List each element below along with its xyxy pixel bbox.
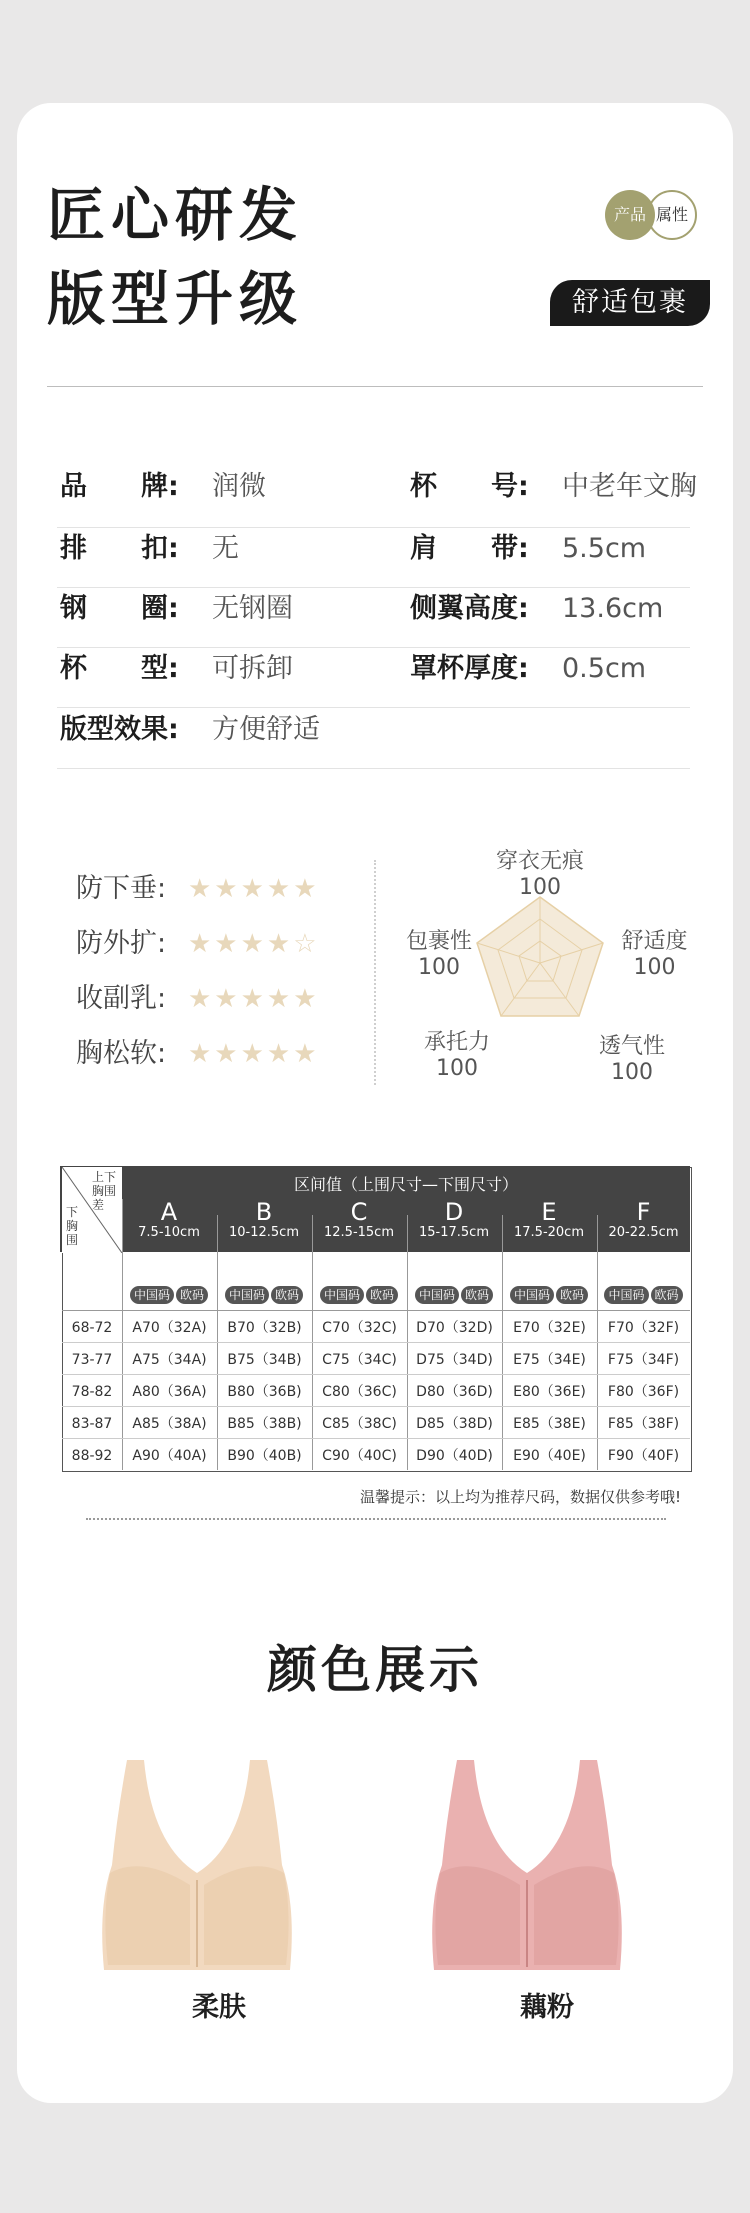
size-cell: C75（34C) <box>322 1352 397 1368</box>
product-attribute-badge <box>605 190 705 240</box>
code-pair <box>407 1286 501 1304</box>
size-cell: A70（32A) <box>132 1320 207 1336</box>
table-row <box>62 1410 690 1438</box>
size-cell: E85（38E) <box>513 1416 586 1432</box>
cup-letter: B <box>255 1198 273 1226</box>
size-cell: F70（32F) <box>607 1320 680 1336</box>
radar-axis-value: 100 <box>611 1060 653 1085</box>
code-cn-pill: 中国码 <box>604 1286 648 1304</box>
spec-value: 润微 <box>212 471 266 502</box>
size-cell: B75（34B) <box>227 1352 302 1368</box>
cup-letter: D <box>444 1198 464 1226</box>
code-eu-pill: 欧码 <box>176 1286 208 1304</box>
band-cell: 83-87 <box>71 1416 113 1432</box>
bra-cup-right <box>204 1866 289 1965</box>
cup-range: 20-22.5cm <box>608 1225 679 1240</box>
section-divider <box>374 860 376 1085</box>
cup-letter: F <box>636 1198 651 1226</box>
spec-value: 5.5cm <box>562 533 647 564</box>
size-cell: B85（38B) <box>227 1416 302 1432</box>
colors-title: 颜色展示 <box>267 1641 483 1699</box>
spec-key: 钢 圈: <box>60 593 179 624</box>
radar-label-right <box>607 929 702 981</box>
size-cell: D90（40D) <box>416 1448 493 1464</box>
radar-axis-name: 舒适度 <box>621 929 688 954</box>
range-title: 区间值（上围尺寸—下围尺寸） <box>293 1175 518 1194</box>
band-cell: 78-82 <box>71 1384 113 1400</box>
product-image-pink <box>412 1755 642 1987</box>
bra-cup-left <box>105 1866 190 1965</box>
spec-key: 侧翼高度: <box>410 593 529 624</box>
rating-label: 收副乳: <box>76 983 167 1014</box>
size-cell: A80（36A) <box>132 1384 207 1400</box>
product-image-nude <box>82 1755 312 1987</box>
spec-key: 杯 号: <box>410 471 529 502</box>
radar-axis-value: 100 <box>519 875 561 900</box>
band-cell: 88-92 <box>71 1448 113 1464</box>
radar-label-top <box>490 849 590 901</box>
code-pair <box>122 1286 216 1304</box>
grid-line <box>62 1374 690 1375</box>
badge-product: 产品 <box>605 190 655 240</box>
spec-value: 无 <box>212 533 239 564</box>
spec-value: 无钢圈 <box>212 593 293 624</box>
cup-B <box>217 1199 311 1240</box>
size-cell: B80（36B) <box>227 1384 302 1400</box>
star-rating: ★★★★★ <box>188 874 320 904</box>
bra-cup-right <box>534 1866 619 1965</box>
size-cell: E90（40E) <box>513 1448 586 1464</box>
cup-range: 17.5-20cm <box>514 1225 584 1240</box>
size-cell: F85（38F) <box>607 1416 680 1432</box>
spec-value: 13.6cm <box>562 593 664 624</box>
spec-key: 品 牌: <box>60 471 179 502</box>
radar-axis-value: 100 <box>418 955 460 980</box>
spec-value: 中老年文胸 <box>562 471 697 502</box>
table-row <box>62 1442 690 1470</box>
size-cell: D75（34D) <box>416 1352 493 1368</box>
dotted-divider <box>86 1518 666 1520</box>
title-line-2: 版型升级 <box>47 265 304 333</box>
size-cell: F80（36F) <box>607 1384 680 1400</box>
spec-strap <box>410 519 710 578</box>
star-rating: ★★★★★ <box>188 1039 320 1069</box>
rating-label: 防外扩: <box>76 928 167 959</box>
size-cell: C90（40C) <box>322 1448 397 1464</box>
radar-axis-value: 100 <box>633 955 676 980</box>
code-eu-pill: 欧码 <box>556 1286 588 1304</box>
size-cell: D80（36D) <box>416 1384 493 1400</box>
code-pair <box>312 1286 406 1304</box>
code-cn-pill: 中国码 <box>130 1286 174 1304</box>
cup-range: 15-17.5cm <box>419 1225 489 1240</box>
radar-axis-value: 100 <box>436 1056 478 1081</box>
code-pair <box>597 1286 690 1304</box>
color-name-pink: 藕粉 <box>520 1992 574 2023</box>
cup-E <box>502 1199 596 1240</box>
radar-axis-name: 包裹性 <box>405 929 472 954</box>
size-note: 温馨提示：以上均为推荐尺码，数据仅供参考哦! <box>360 1488 682 1506</box>
spec-wire <box>60 579 380 638</box>
code-eu-pill: 欧码 <box>461 1286 493 1304</box>
radar-axis-name: 穿衣无痕 <box>495 849 584 874</box>
spec-key: 版型效果: <box>60 714 179 745</box>
size-cell: C70（32C) <box>322 1320 397 1336</box>
spec-key: 杯 型: <box>60 653 179 684</box>
spec-key: 排 扣: <box>60 533 179 564</box>
code-cn-pill: 中国码 <box>415 1286 459 1304</box>
radar-axis-name: 承托力 <box>423 1030 490 1055</box>
code-eu-pill: 欧码 <box>271 1286 303 1304</box>
cup-F <box>597 1199 690 1240</box>
code-eu-pill: 欧码 <box>651 1286 683 1304</box>
radar-axis-name: 透气性 <box>598 1034 665 1059</box>
spec-clasp <box>60 519 380 578</box>
size-cell: C80（36C) <box>322 1384 397 1400</box>
spec-effect <box>60 700 380 759</box>
spec-key: 肩 带: <box>410 533 529 564</box>
code-eu-pill: 欧码 <box>366 1286 398 1304</box>
rating-label: 防下垂: <box>76 873 167 904</box>
code-cn-pill: 中国码 <box>510 1286 554 1304</box>
size-cell: E75（34E) <box>513 1352 586 1368</box>
spec-cup-size <box>410 457 710 516</box>
code-pair <box>502 1286 596 1304</box>
size-cell: C85（38C) <box>322 1416 397 1432</box>
star-rating: ★★★★☆ <box>188 929 320 959</box>
size-cell: F75（34F) <box>607 1352 680 1368</box>
row-divider <box>57 768 690 769</box>
spec-brand <box>60 457 380 516</box>
band-cell: 68-72 <box>71 1320 113 1336</box>
comfort-tag: 舒适包裹 <box>550 280 710 326</box>
cup-range: 12.5-15cm <box>324 1225 394 1240</box>
spec-key: 罩杯厚度: <box>410 653 529 684</box>
cup-letter: E <box>541 1198 557 1226</box>
size-cell: A90（40A) <box>132 1448 207 1464</box>
bra-cup-left <box>435 1866 520 1965</box>
color-name-nude: 柔肤 <box>192 1992 246 2023</box>
band-cell: 73-77 <box>71 1352 113 1368</box>
radar-label-bottom-right <box>587 1034 677 1086</box>
radar-chart <box>470 893 610 1028</box>
grid-line <box>62 1342 690 1343</box>
spec-value: 方便舒适 <box>212 714 320 745</box>
size-cell: E70（32E) <box>513 1320 586 1336</box>
code-row <box>122 1286 690 1312</box>
table-row <box>62 1346 690 1374</box>
size-cell: D85（38D) <box>416 1416 493 1432</box>
rating-label: 胸松软: <box>76 1038 167 1069</box>
cup-C <box>312 1199 406 1240</box>
badge-attribute: 属性 <box>647 190 697 240</box>
star-rating: ★★★★★ <box>188 984 320 1014</box>
grid-line <box>62 1438 690 1439</box>
spec-value: 可拆卸 <box>212 653 293 684</box>
table-row <box>62 1314 690 1342</box>
size-cell: A85（38A) <box>132 1416 207 1432</box>
code-cn-pill: 中国码 <box>320 1286 364 1304</box>
cup-range: 7.5-10cm <box>138 1225 200 1240</box>
code-pair <box>217 1286 311 1304</box>
size-cell: B70（32B) <box>227 1320 302 1336</box>
divider <box>47 386 703 387</box>
size-cell: F90（40F) <box>607 1448 680 1464</box>
corner-side-label: 下胸围 <box>66 1205 79 1247</box>
title-line-1: 匠心研发 <box>47 181 304 249</box>
table-row <box>62 1378 690 1406</box>
radar-label-left <box>394 929 484 981</box>
spec-cup-thickness <box>410 639 710 698</box>
spec-cup-type <box>60 639 380 698</box>
size-cell: D70（32D) <box>416 1320 493 1336</box>
cup-letter: C <box>350 1198 368 1226</box>
cup-A <box>122 1199 216 1240</box>
cup-header-row <box>122 1199 690 1252</box>
spec-value: 0.5cm <box>562 653 647 684</box>
cup-D <box>407 1199 501 1240</box>
grid-line <box>62 1406 690 1407</box>
spec-side-height <box>410 579 710 638</box>
radar-label-bottom-left <box>412 1030 502 1082</box>
grid-line <box>62 1310 690 1311</box>
code-cn-pill: 中国码 <box>225 1286 269 1304</box>
size-cell: A75（34A) <box>132 1352 207 1368</box>
size-cell: E80（36E) <box>513 1384 586 1400</box>
cup-letter: A <box>160 1198 178 1226</box>
corner-top-label: 上下胸围差 <box>92 1170 117 1212</box>
cup-range: 10-12.5cm <box>229 1225 299 1240</box>
size-cell: B90（40B) <box>227 1448 302 1464</box>
